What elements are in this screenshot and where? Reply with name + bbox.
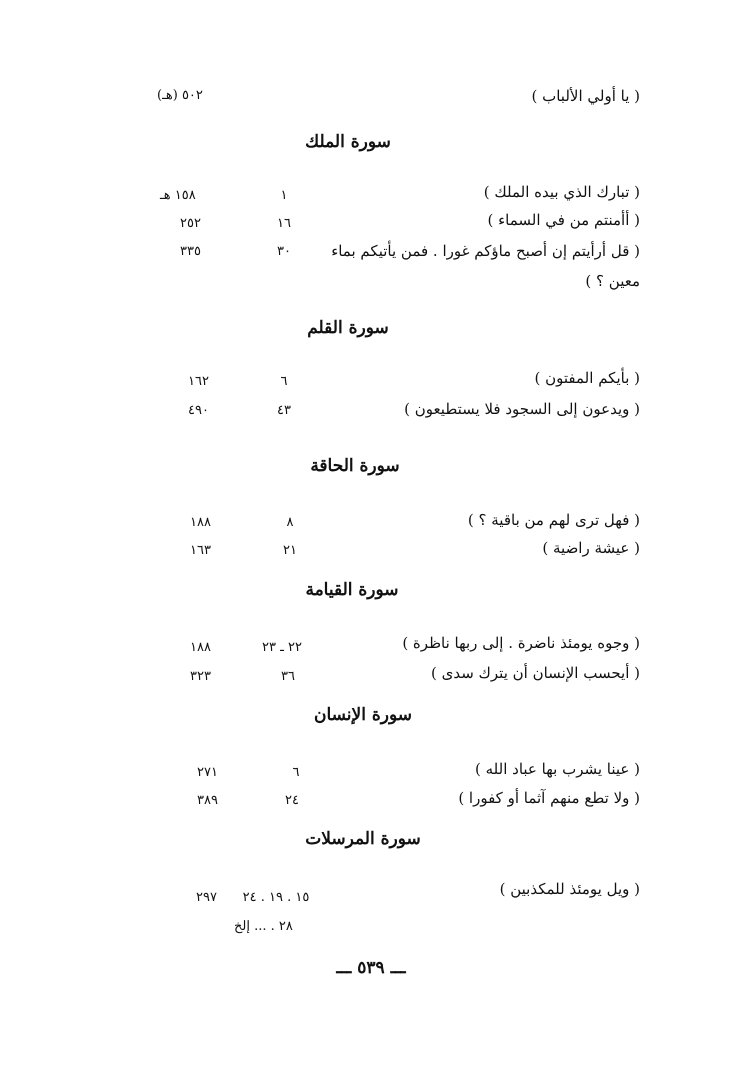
page-ref: ٤٩٠ <box>188 403 209 418</box>
verse-text: ( يا أولي الألباب ) <box>531 87 640 105</box>
ayah-number: ٢١ <box>283 543 297 558</box>
verse-text: ( عيشة راضية ) <box>542 539 640 557</box>
ayah-number: ٨ <box>286 515 294 530</box>
page-ref: ١٦٣ <box>190 543 211 558</box>
ayah-number: ٤٣ <box>277 403 291 418</box>
page-ref: ٢٩٧ <box>196 890 217 905</box>
page-ref: ١٨٨ <box>190 515 211 530</box>
page-ref: ٢٧١ <box>197 765 218 780</box>
ayah-number: ١٦ <box>277 216 291 231</box>
page-ref: ٢٥٢ <box>180 216 201 231</box>
surah-heading-qiyama: سورة القيامة <box>305 580 399 600</box>
ayah-number: ١ <box>280 188 288 203</box>
surah-heading-insan: سورة الإنسان <box>313 705 413 725</box>
page-ref: ٣٢٣ <box>190 669 211 684</box>
ayah-number: ٦ <box>292 765 300 780</box>
page-ref: ٣٣٥ <box>180 244 201 259</box>
ayah-number: ٣٦ <box>281 669 295 684</box>
page-ref: ١٥٨ هـ <box>160 188 196 203</box>
verse-text: ( قل أرأيتم إن أصبح ماؤكم غورا . فمن يأتيكم بماء معين ؟ ) <box>331 242 640 290</box>
verse-text: ( تبارك الذي بيده الملك ) <box>483 183 640 201</box>
ayah-number: ٢٤ <box>285 793 299 808</box>
verse-text: ( ويل يومئذ للمكذبين ) <box>499 880 640 898</box>
ayah-continuation: ٢٨ . ... إلخ <box>234 919 293 934</box>
surah-heading-qalam: سورة القلم <box>307 318 389 338</box>
verse-text: ( أيحسب الإنسان أن يترك سدى ) <box>430 664 640 682</box>
verse-text: ( ويدعون إلى السجود فلا يستطيعون ) <box>404 400 640 418</box>
page-number: ـــ ٥٣٩ ـــ <box>336 958 406 978</box>
page-ref: ١٦٢ <box>188 374 209 389</box>
verse-text: ( فهل ترى لهم من باقية ؟ ) <box>467 511 640 529</box>
verse-text: ( ولا تطع منهم آثما أو كفورا ) <box>458 789 640 807</box>
verse-text: ( عينا يشرب بها عباد الله ) <box>475 760 640 778</box>
page-ref: ٥٠٢ (هـ) <box>157 88 203 103</box>
surah-heading-mursalat: سورة المرسلات <box>305 829 421 849</box>
surah-heading-mulk: سورة الملك <box>305 132 391 152</box>
verse-text: ( وجوه يومئذ ناضرة . إلى ربها ناظرة ) <box>402 634 640 652</box>
ayah-number: ٦ <box>280 374 288 389</box>
ayah-number: ٢٢ ـ ٢٣ <box>261 640 302 655</box>
ayah-number: ٣٠ <box>277 244 291 259</box>
verse-text: ( أأمنتم من في السماء ) <box>487 211 640 229</box>
page-ref: ١٨٨ <box>190 640 211 655</box>
surah-heading-haqqa: سورة الحاقة <box>310 456 400 476</box>
page-ref: ٣٨٩ <box>197 793 218 808</box>
verse-text: ( بأيكم المفتون ) <box>534 369 640 387</box>
ayah-number: ١٥ . ١٩ . ٢٤ <box>242 890 310 905</box>
